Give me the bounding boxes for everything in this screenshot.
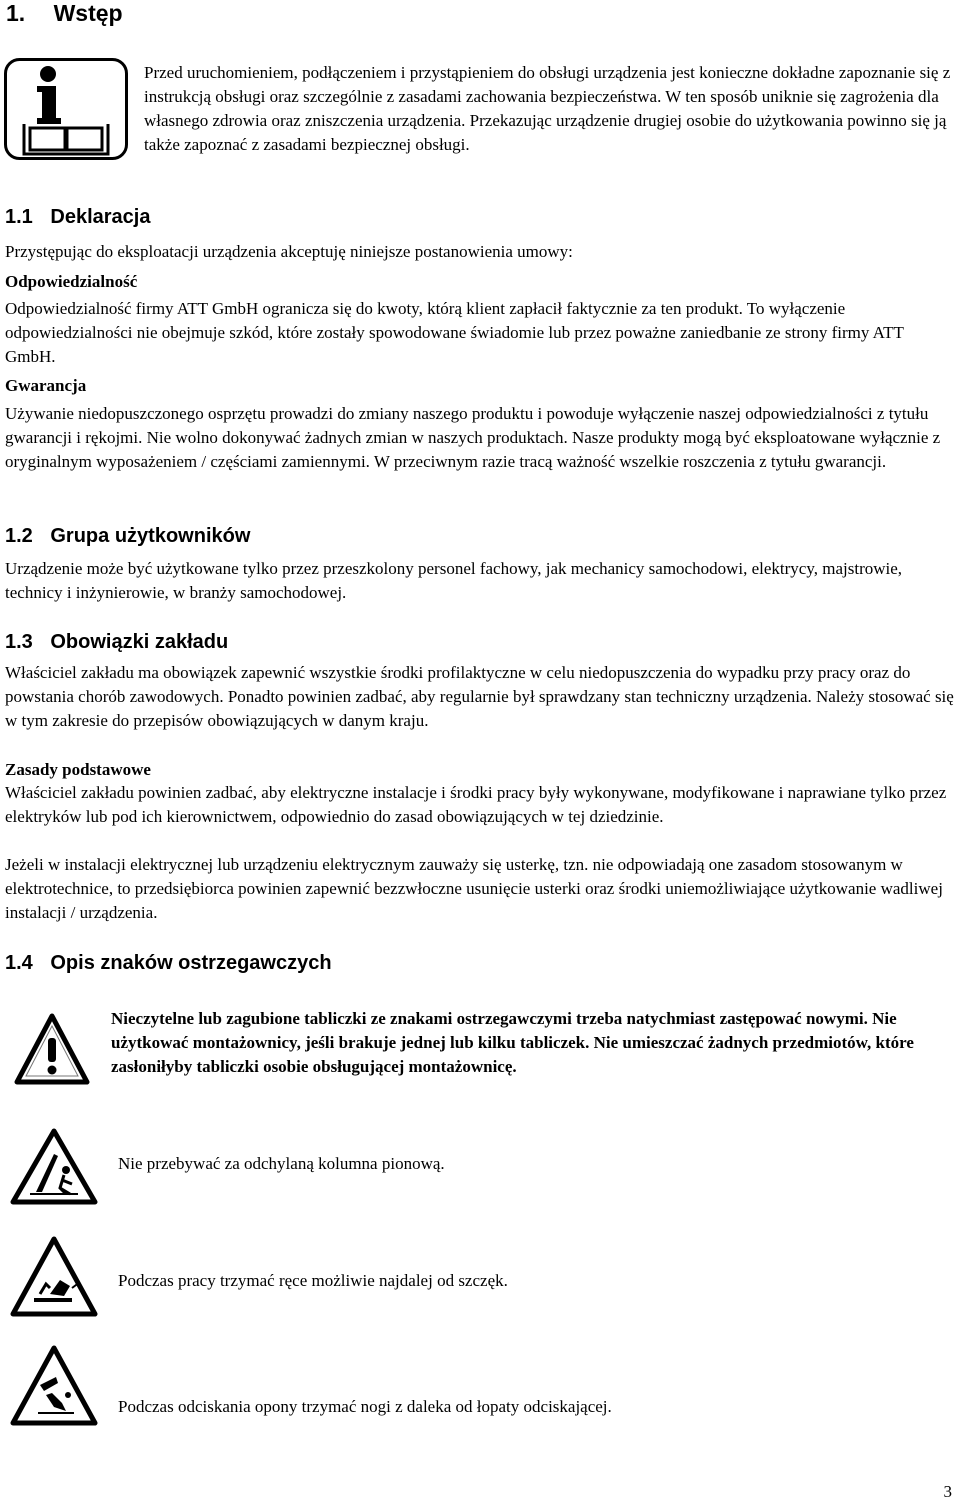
tilting-column-warning-icon [10,1128,98,1206]
liability-title: Odpowiedzialność [5,272,138,291]
section-heading-1-1 [5,205,405,229]
chapter-title: Wstęp [53,0,123,26]
intro-paragraph: Przed uruchomieniem, podłączeniem i przystąpieniem do obsługi urządzenia jest konieczne dokładne zapoznanie się z instrukcją obsługi oraz szczególnie z zasadami zachowania bezpieczeństwa. W ten sposób uniknie się zagrożenia dla własnego zdrowia oraz zniszczenia urządzenia. Przekazując urządzenie drugiej osobie do użytkowania powinno się ją także zapoznać z zasadami bezpiecznej obsługi. [144,63,951,154]
warning-text-2: Nie przebywać za odchylaną kolumna pionową. [118,1154,445,1173]
section-number: 1.4 [5,952,33,974]
chapter-heading [6,1,406,25]
section-heading-1-3 [5,630,505,654]
page-number: 3 [943,1482,952,1501]
warranty-title: Gwarancja [5,376,87,395]
hand-crush-warning-icon [10,1236,98,1318]
section-title: Opis znaków ostrzegawczych [50,952,332,974]
section-number: 1.3 [5,631,33,653]
warning-text-4: Podczas odciskania opony trzymać nogi z daleka od łopaty odciskającej. [118,1397,612,1416]
info-manual-icon [4,58,128,160]
section-title: Grupa użytkowników [50,525,251,547]
chapter-number: 1. [6,0,26,26]
section-number: 1.1 [5,206,33,228]
section-heading-1-4 [5,951,605,975]
warning-text-1: Nieczytelne lub zagubione tabliczki ze znakami ostrzegawczymi trzeba natychmiast zastępować nowymi. Nie użytkować montażownicy, jeśli brakuje jednej lub kilku tabliczek. Nie umieszczać żadnych przedmiotów, które zasłoniłyby tabliczki osobie obsługującej montażownicę. [111,1009,914,1076]
warranty-text: Używanie niedopuszczonego osprzętu prowadzi do zmiany naszego produktu i powoduje wyłączenie naszej odpowiedzialności z tytułu gwarancji i rękojmi. Nie wolno dokonywać żadnych zmian w naszych produktach. Nasze produkty mogą być eksploatowane wyłącznie z oryginalnym wyposażeniem / częściami zamiennymi. W przeciwnym razie tracą ważność wszelkie roszczenia z tytułu gwarancji. [5,404,941,471]
basic-rules-text-1: Właściciel zakładu powinien zadbać, aby elektryczne instalacje i środki pracy były wykonywane, modyfikowane i naprawiane tylko przez elektryków lub pod ich kierownictwem, odpowiednio do zasad obowiązujących w tej dziedzinie. [5,783,947,826]
section-number: 1.2 [5,525,33,547]
foot-crush-warning-icon [10,1345,98,1427]
basic-rules-title: Zasady podstawowe [5,760,151,779]
section-heading-1-2 [5,524,505,548]
warning-text-3: Podczas pracy trzymać ręce możliwie najdalej od szczęk. [118,1271,508,1290]
liability-text: Odpowiedzialność firmy ATT GmbH ogranicza się do kwoty, którą klient zapłacił faktycznie za ten produkt. To wyłączenie odpowiedzialności nie obejmuje szkód, które zostały spowodowane świadomie lub przez poważne zaniedbanie ze strony firmy ATT GmbH. [5,299,904,366]
declaration-lead: Przystępując do eksploatacji urządzenia akceptuję niniejsze postanowienia umowy: [5,242,573,261]
user-group-text: Urządzenie może być użytkowane tylko przez przeszkolony personel fachowy, jak mechanicy samochodowi, elektrycy, majstrowie, technicy i inżynierowie, w branży samochodowej. [5,559,903,602]
section-title: Deklaracja [50,206,151,228]
basic-rules-text-2: Jeżeli w instalacji elektrycznej lub urządzeniu elektrycznym zauważy się usterkę, tzn. nie odpowiadają one zasadom stosowanym w elektrotechnice, to przedsiębiorca powinien zapewnić bezzwłoczne usunięcie usterki oraz środki uniemożliwiające użytkowanie wadliwej instalacji / urządzenia. [5,855,943,922]
operator-duties-text: Właściciel zakładu ma obowiązek zapewnić wszystkie środki profilaktyczne w celu niedopuszczenia do wypadku przy pracy oraz do powstania chorób zawodowych. Ponadto powinien zadbać, aby regularnie był sprawdzany stan techniczny urządzenia. Należy stosować się w tym zakresie do przepisów obowiązujących w danym kraju. [5,663,954,730]
section-title: Obowiązki zakładu [50,631,229,653]
general-warning-icon [14,1012,90,1088]
